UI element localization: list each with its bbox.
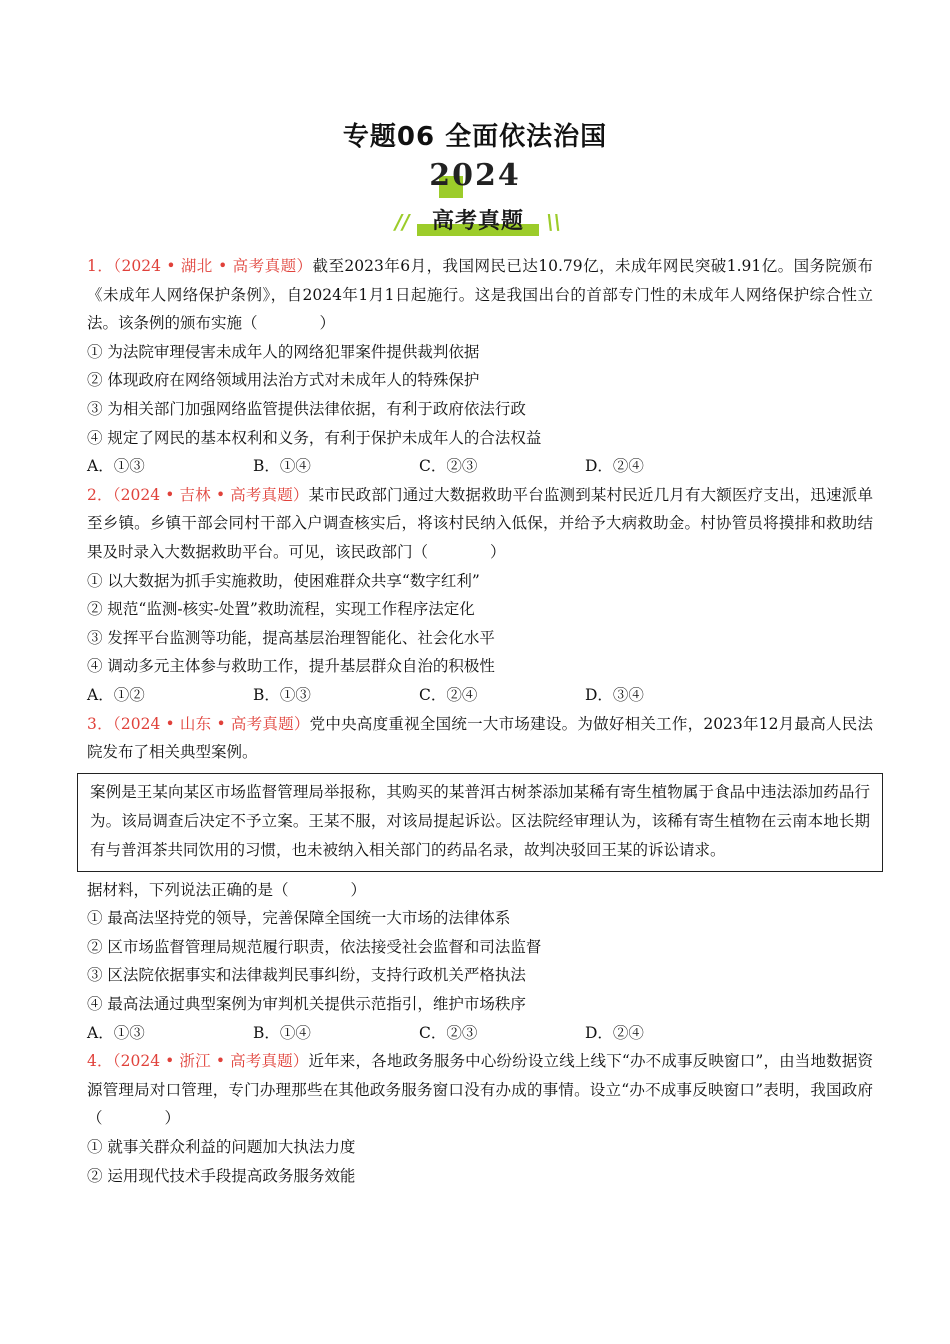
statement-option: ① 为法院审理侵害未成年人的网络犯罪案件提供裁判依据	[87, 342, 480, 361]
question-3	[87, 710, 873, 1048]
statement-option: ④ 规定了网民的基本权利和义务，有利于保护未成年人的合法权益	[87, 428, 542, 447]
choice-c: C．②③	[419, 457, 478, 476]
question-source: （2024 • 湖北 • 高考真题）	[113, 257, 313, 275]
statement-option: ④ 最高法通过典型案例为审判机关提供示范指引，维护市场秩序	[87, 995, 526, 1014]
question-4	[87, 1047, 873, 1190]
statement-option: ② 体现政府在网络领域用法治方式对未成年人的特殊保护	[87, 371, 480, 390]
statement-option: ② 规范“监测-核实-处置”救助流程，实现工作程序法定化	[87, 600, 475, 619]
case-material-box: 案例是王某向某区市场监督管理局举报称，其购买的某普洱古树茶添加某稀有寄生植物属于食品中违法添加药品行为。该局调查后决定不予立案。王某不服，对该局提起诉讼。区法院经审理认为，该稀有寄生植物在云南本地长期有与普洱茶共同饮用的习惯，也未被纳入相关部门的药品名录，故判决驳回王某的诉讼请求。	[77, 773, 883, 872]
question-prompt: 据材料，下列说法正确的是（ ）	[87, 880, 367, 899]
question-list	[87, 252, 873, 1190]
question-stem	[87, 481, 873, 567]
question-text: 党中央高度重视全国统一大市场建设。为做好相关工作，2023年12月最高人民法院发布了相关典型案例。	[87, 714, 873, 762]
question-1	[87, 252, 873, 481]
choice-a: A．①③	[87, 1023, 145, 1042]
statement-option: ③ 区法院依据事实和法律裁判民事纠纷，支持行政机关严格执法	[87, 966, 526, 985]
badge-label: 高考真题	[431, 209, 524, 234]
question-text: 近年来，各地政务服务中心纷纷设立线上线下“办不成事反映窗口”，由当地数据资源管理局对口管理，专门办理那些在其他政务服务窗口没有办成的事情。设立“办不成事反映窗口”表明，我国政府（ ）	[87, 1052, 873, 1128]
statement-option: ③ 为相关部门加强网络监管提供法律依据，有利于政府依法行政	[87, 399, 526, 418]
statement-option: ① 以大数据为抓手实施救助，使困难群众共享“数字红利”	[87, 571, 480, 590]
section-badge	[395, 204, 561, 238]
statement-option: ① 最高法坚持党的领导，完善保障全国统一大市场的法律体系	[87, 909, 511, 928]
question-source: （2024 • 浙江 • 高考真题）	[112, 1052, 309, 1071]
statement-option: ② 运用现代技术手段提高政务服务效能	[87, 1166, 356, 1185]
choice-b: B．①③	[253, 685, 311, 704]
question-stem	[87, 710, 873, 767]
question-number: 3．	[87, 714, 113, 733]
choice-d: D．②④	[585, 457, 644, 476]
choice-c: C．②④	[419, 685, 478, 704]
question-number: 2．	[87, 485, 113, 504]
question-source: （2024 • 吉林 • 高考真题）	[112, 485, 309, 504]
choice-b: B．①④	[253, 457, 311, 476]
statement-option: ③ 发挥平台监测等功能，提高基层治理智能化、社会化水平	[87, 628, 495, 647]
question-text: 截至2023年6月，我国网民已达10.79亿，未成年网民突破1.91亿。国务院颁布《未成年人网络保护条例》，自2024年1月1日起施行。这是我国出台的首部专门性的未成年人网络保护综合性立法。该条例的颁布实施（ ）	[87, 257, 873, 333]
question-number: 1．	[87, 257, 114, 275]
answer-choices	[87, 1019, 873, 1048]
question-source: （2024 • 山东 • 高考真题）	[112, 714, 310, 733]
statement-option: ④ 调动多元主体参与救助工作，提升基层群众自治的积极性	[87, 657, 495, 676]
badge-slash-left-icon: //	[395, 210, 410, 234]
statement-option: ② 区市场监督管理局规范履行职责，依法接受社会监督和司法监督	[87, 937, 542, 956]
question-stem	[87, 252, 873, 338]
choice-c: C．②③	[419, 1023, 478, 1042]
choice-a: A．①②	[87, 685, 145, 704]
year-banner	[0, 158, 950, 198]
question-stem	[87, 1047, 873, 1133]
badge-slash-right-icon: \\	[546, 210, 561, 234]
choice-b: B．①④	[253, 1023, 311, 1042]
year-label: 2024	[429, 158, 521, 193]
question-2	[87, 481, 873, 710]
page-title: 专题06 全面依法治国	[342, 122, 608, 152]
answer-choices	[87, 681, 873, 710]
statement-option: ① 就事关群众利益的问题加大执法力度	[87, 1138, 356, 1157]
choice-d: D．③④	[585, 685, 644, 704]
choice-d: D．②④	[585, 1023, 644, 1042]
choice-a: A．①③	[87, 457, 145, 476]
question-number: 4．	[87, 1052, 113, 1071]
question-text: 某市民政部门通过大数据救助平台监测到某村民近几月有大额医疗支出，迅速派单至乡镇。乡镇干部会同村干部入户调查核实后，将该村民纳入低保，并给予大病救助金。村协管员将摸排和救助结果及时录入大数据救助平台。可见，该民政部门（ ）	[87, 485, 873, 561]
answer-choices	[87, 452, 873, 481]
